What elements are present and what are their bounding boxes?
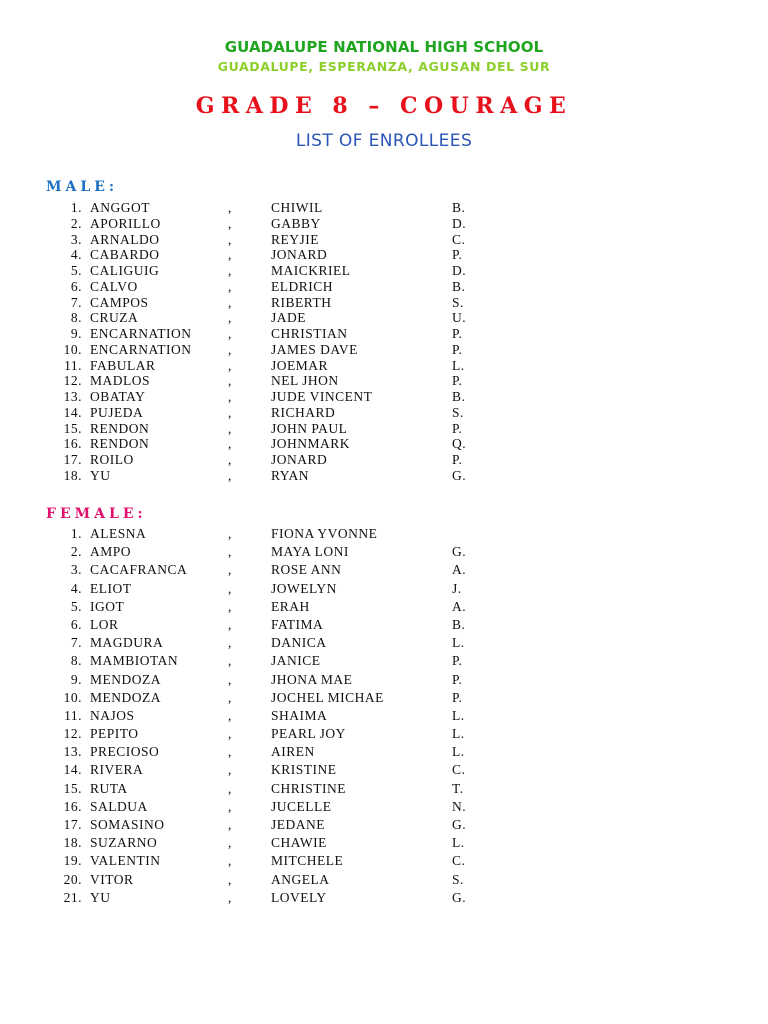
male-enrollee-list [0, 200, 768, 484]
female-section-label: FEMALE: [46, 506, 147, 522]
middle-initial: L. [452, 744, 465, 760]
first-name: CHRISTINE [271, 780, 346, 796]
first-name: JUDE VINCENT [271, 389, 373, 404]
list-item [0, 743, 768, 761]
last-name: RIVERA [90, 762, 144, 778]
name-separator: , [228, 310, 232, 326]
name-separator: , [228, 616, 232, 632]
name-separator: , [228, 598, 232, 614]
list-item [0, 598, 768, 616]
name-separator: , [228, 526, 232, 541]
first-name: JEDANE [271, 817, 325, 832]
name-separator: , [228, 263, 232, 278]
list-item [0, 634, 768, 652]
name-separator: , [228, 653, 232, 669]
item-number: 12. [63, 373, 82, 389]
school-name: GUADALUPE NATIONAL HIGH SCHOOL [224, 38, 544, 56]
middle-initial: L. [452, 707, 465, 723]
name-separator: , [228, 200, 232, 215]
name-separator: , [228, 726, 232, 742]
name-separator: , [228, 689, 232, 705]
list-item [0, 816, 768, 834]
list-item [0, 389, 768, 405]
list-item [0, 247, 768, 263]
first-name: MITCHELE [271, 853, 344, 869]
name-separator: , [228, 707, 232, 723]
first-name: JOCHEL MICHAE [271, 689, 384, 705]
name-separator: , [228, 835, 232, 851]
middle-initial: S. [452, 871, 464, 887]
last-name: YU [90, 889, 111, 905]
first-name: JOHNMARK [271, 436, 351, 452]
name-separator: , [228, 580, 232, 596]
list-item [0, 707, 768, 725]
list-item [0, 689, 768, 707]
first-name: CHIWIL [271, 200, 323, 215]
last-name: MADLOS [90, 373, 151, 389]
last-name: LOR [90, 616, 119, 632]
list-item [0, 580, 768, 598]
item-number: 2. [70, 544, 82, 560]
first-name: SHAIMA [271, 707, 328, 723]
name-separator: , [228, 762, 232, 778]
item-number: 3. [70, 231, 82, 247]
school-address: GUADALUPE, ESPERANZA, AGUSAN DEL SUR [217, 59, 551, 74]
item-number: 9. [70, 671, 82, 687]
name-separator: , [228, 798, 232, 814]
last-name: CACAFRANCA [90, 562, 188, 578]
middle-initial: T. [452, 780, 464, 796]
first-name: JONARD [271, 247, 328, 263]
first-name: CHAWIE [271, 835, 327, 851]
last-name: PEPITO [90, 726, 139, 742]
middle-initial: B. [452, 389, 466, 404]
first-name: JADE [271, 310, 306, 326]
first-name: RICHARD [271, 404, 336, 420]
first-name: DANICA [271, 635, 327, 651]
last-name: RUTA [90, 780, 128, 796]
first-name: MAICKRIEL [271, 263, 351, 278]
last-name: NAJOS [90, 707, 135, 723]
list-item [0, 725, 768, 743]
middle-initial: N. [452, 798, 467, 814]
last-name: SOMASINO [90, 817, 165, 832]
first-name: JUCELLE [271, 798, 332, 814]
first-name: GABBY [271, 215, 321, 231]
last-name: CRUZA [90, 310, 139, 326]
list-item [0, 761, 768, 779]
last-name: ELIOT [90, 580, 132, 596]
first-name: PEARL JOY [271, 726, 346, 742]
first-name: CHRISTIAN [271, 326, 348, 341]
last-name: MAMBIOTAN [90, 653, 179, 669]
list-item [0, 310, 768, 326]
item-number: 1. [70, 200, 82, 215]
last-name: FABULAR [90, 357, 156, 373]
item-number: 18. [63, 467, 82, 483]
middle-initial: L. [452, 726, 465, 742]
list-item [0, 871, 768, 889]
name-separator: , [228, 341, 232, 357]
name-separator: , [228, 780, 232, 796]
last-name: MENDOZA [90, 689, 161, 705]
middle-initial: S. [452, 404, 464, 420]
list-item [0, 421, 768, 437]
first-name: REYJIE [271, 231, 319, 247]
item-number: 15. [63, 780, 82, 796]
middle-initial: L. [452, 835, 465, 851]
list-title: LIST OF ENROLLEES [295, 131, 473, 151]
middle-initial: C. [452, 231, 466, 247]
middle-initial: L. [452, 357, 465, 373]
item-number: 8. [70, 310, 82, 326]
name-separator: , [228, 420, 232, 436]
last-name: YU [90, 467, 111, 483]
item-number: 14. [63, 404, 82, 420]
last-name: MENDOZA [90, 671, 161, 687]
list-item [0, 652, 768, 670]
item-number: 6. [70, 278, 82, 294]
name-separator: , [228, 853, 232, 869]
name-separator: , [228, 871, 232, 887]
middle-initial: C. [452, 762, 466, 778]
name-separator: , [228, 671, 232, 687]
list-item [0, 889, 768, 907]
item-number: 20. [63, 871, 82, 887]
middle-initial: B. [452, 616, 466, 632]
last-name: VALENTIN [90, 853, 161, 869]
middle-initial: S. [452, 294, 464, 310]
middle-initial: U. [452, 310, 467, 326]
last-name: ROILO [90, 452, 134, 467]
name-separator: , [228, 635, 232, 651]
last-name: PRECIOSO [90, 744, 160, 760]
middle-initial: A. [452, 562, 467, 578]
list-item [0, 834, 768, 852]
list-item [0, 452, 768, 468]
grade-section-title: GRADE 8 – COURAGE [195, 93, 573, 119]
middle-initial: L. [452, 635, 465, 651]
first-name: RYAN [271, 467, 310, 483]
item-number: 4. [70, 580, 82, 596]
last-name: AMPO [90, 544, 132, 560]
last-name: VITOR [90, 871, 134, 887]
middle-initial: G. [452, 544, 467, 560]
name-separator: , [228, 889, 232, 905]
name-separator: , [228, 544, 232, 560]
list-item [0, 373, 768, 389]
item-number: 10. [63, 341, 82, 357]
first-name: NEL JHON [271, 373, 339, 389]
first-name: AIREN [271, 744, 315, 760]
middle-initial: P. [452, 247, 463, 263]
item-number: 14. [63, 762, 82, 778]
item-number: 21. [63, 889, 82, 905]
last-name: SUZARNO [90, 835, 158, 851]
first-name: JHONA MAE [271, 671, 353, 687]
item-number: 7. [70, 635, 82, 651]
name-separator: , [228, 452, 232, 467]
middle-initial: A. [452, 598, 467, 614]
first-name: RIBERTH [271, 294, 332, 310]
middle-initial: P. [452, 341, 463, 357]
list-item [0, 671, 768, 689]
middle-initial: G. [452, 817, 467, 832]
last-name: ENCARNATION [90, 341, 192, 357]
last-name: RENDON [90, 420, 150, 436]
last-name: MAGDURA [90, 635, 164, 651]
first-name: MAYA LONI [271, 544, 349, 560]
list-item [0, 326, 768, 342]
item-number: 9. [70, 326, 82, 341]
item-number: 10. [63, 689, 82, 705]
name-separator: , [228, 215, 232, 231]
middle-initial: G. [452, 889, 467, 905]
middle-initial: P. [452, 326, 463, 341]
item-number: 18. [63, 835, 82, 851]
middle-initial: G. [452, 467, 467, 483]
middle-initial: J. [452, 580, 462, 596]
list-item [0, 232, 768, 248]
female-enrollee-list [0, 525, 768, 907]
item-number: 13. [63, 744, 82, 760]
last-name: IGOT [90, 598, 125, 614]
first-name: FATIMA [271, 616, 324, 632]
first-name: JONARD [271, 452, 328, 467]
list-item [0, 798, 768, 816]
male-section-label: MALE: [46, 179, 119, 195]
first-name: FIONA YVONNE [271, 526, 378, 541]
middle-initial: D. [452, 215, 467, 231]
name-separator: , [228, 436, 232, 452]
last-name: SALDUA [90, 798, 148, 814]
list-item [0, 279, 768, 295]
first-name: ANGELA [271, 871, 330, 887]
first-name: JOWELYN [271, 580, 337, 596]
last-name: CALVO [90, 278, 138, 294]
item-number: 11. [64, 707, 82, 723]
name-separator: , [228, 389, 232, 404]
last-name: ARNALDO [90, 231, 160, 247]
item-number: 12. [63, 726, 82, 742]
item-number: 5. [70, 598, 82, 614]
item-number: 5. [70, 263, 82, 278]
name-separator: , [228, 326, 232, 341]
list-item [0, 616, 768, 634]
last-name: RENDON [90, 436, 150, 452]
item-number: 8. [70, 653, 82, 669]
item-number: 4. [70, 247, 82, 263]
middle-initial: B. [452, 200, 466, 215]
first-name: ROSE ANN [271, 562, 342, 578]
first-name: JOEMAR [271, 357, 329, 373]
last-name: CAMPOS [90, 294, 149, 310]
last-name: CALIGUIG [90, 263, 160, 278]
list-item [0, 263, 768, 279]
first-name: ELDRICH [271, 278, 333, 294]
name-separator: , [228, 231, 232, 247]
middle-initial: Q. [452, 436, 467, 452]
name-separator: , [228, 247, 232, 263]
middle-initial: D. [452, 263, 467, 278]
list-item [0, 468, 768, 484]
first-name: JANICE [271, 653, 321, 669]
name-separator: , [228, 373, 232, 389]
name-separator: , [228, 294, 232, 310]
last-name: ENCARNATION [90, 326, 192, 341]
name-separator: , [228, 562, 232, 578]
first-name: ERAH [271, 598, 310, 614]
name-separator: , [228, 404, 232, 420]
list-item [0, 780, 768, 798]
last-name: ANGGOT [90, 200, 150, 215]
item-number: 11. [64, 357, 82, 373]
last-name: ALESNA [90, 526, 147, 541]
last-name: PUJEDA [90, 404, 144, 420]
middle-initial: P. [452, 452, 463, 467]
item-number: 1. [70, 526, 82, 541]
item-number: 19. [63, 853, 82, 869]
name-separator: , [228, 817, 232, 832]
list-item [0, 295, 768, 311]
first-name: JOHN PAUL [271, 420, 348, 436]
middle-initial: P. [452, 653, 463, 669]
item-number: 15. [63, 420, 82, 436]
middle-initial: P. [452, 671, 463, 687]
item-number: 17. [63, 452, 82, 467]
first-name: KRISTINE [271, 762, 337, 778]
middle-initial: C. [452, 853, 466, 869]
middle-initial: P. [452, 420, 463, 436]
last-name: CABARDO [90, 247, 160, 263]
middle-initial: P. [452, 373, 463, 389]
item-number: 2. [70, 215, 82, 231]
name-separator: , [228, 744, 232, 760]
list-item [0, 436, 768, 452]
list-item [0, 525, 768, 543]
list-item [0, 561, 768, 579]
item-number: 16. [63, 436, 82, 452]
name-separator: , [228, 467, 232, 483]
list-item [0, 342, 768, 358]
last-name: APORILLO [90, 215, 161, 231]
list-item [0, 200, 768, 216]
item-number: 13. [63, 389, 82, 404]
list-item [0, 405, 768, 421]
item-number: 6. [70, 616, 82, 632]
list-item [0, 543, 768, 561]
middle-initial: B. [452, 278, 466, 294]
name-separator: , [228, 278, 232, 294]
first-name: LOVELY [271, 889, 327, 905]
item-number: 17. [63, 817, 82, 832]
item-number: 3. [70, 562, 82, 578]
name-separator: , [228, 357, 232, 373]
list-item [0, 216, 768, 232]
middle-initial: P. [452, 689, 463, 705]
last-name: OBATAY [90, 389, 146, 404]
list-item [0, 852, 768, 870]
list-item [0, 358, 768, 374]
item-number: 16. [63, 798, 82, 814]
first-name: JAMES DAVE [271, 341, 358, 357]
item-number: 7. [70, 294, 82, 310]
